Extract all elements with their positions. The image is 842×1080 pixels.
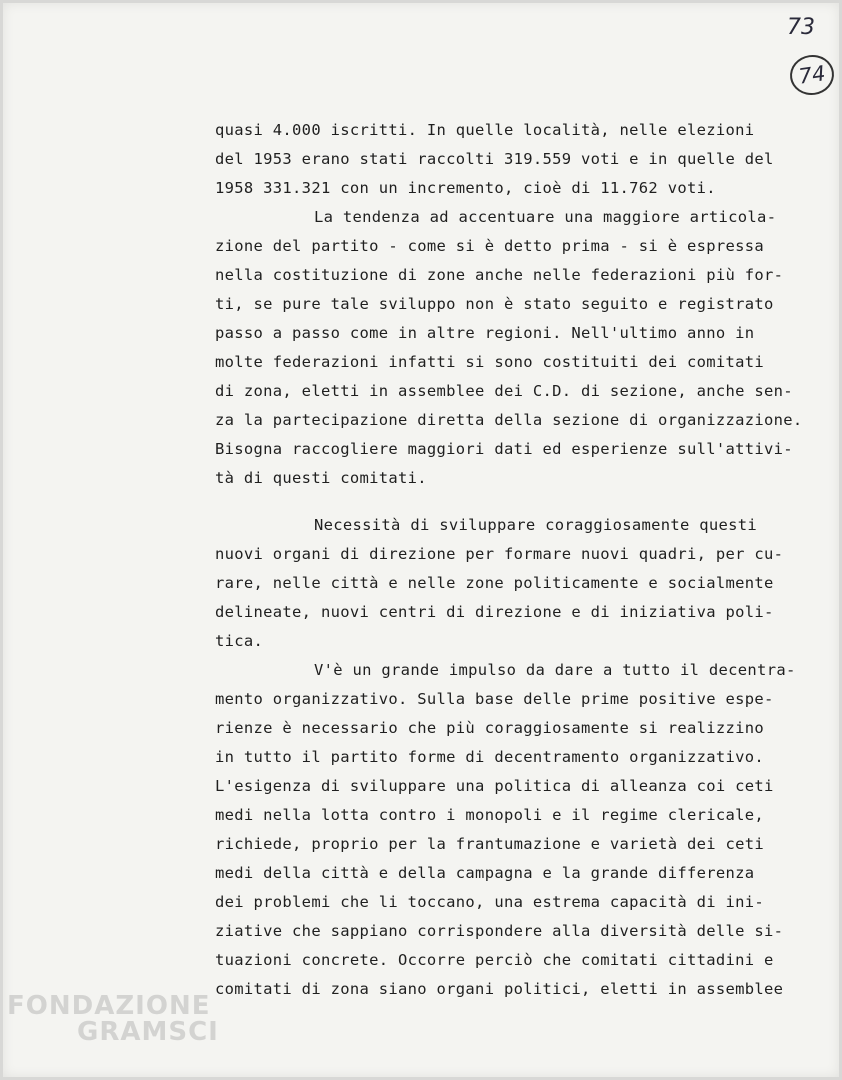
- text-line: La tendenza ad accentuare una maggiore articola-: [314, 208, 777, 226]
- text-line: Necessità di sviluppare coraggiosamente questi: [314, 516, 758, 534]
- page-number-circled: [787, 52, 836, 98]
- text-line: Bisogna raccogliere maggiori dati ed esperienze sull'attivi-: [215, 440, 793, 458]
- text-line: rare, nelle città e nelle zone politicamente e socialmente: [215, 574, 774, 592]
- text-line: tuazioni concrete. Occorre perciò che comitati cittadini e: [215, 951, 774, 969]
- text-line: ziative che sappiano corrispondere alla diversità delle si-: [215, 922, 784, 940]
- text-line: molte federazioni infatti si sono costituiti dei comitati: [215, 353, 765, 371]
- text-line: medi nella lotta contro i monopoli e il regime clericale,: [215, 806, 765, 824]
- text-line: in tutto il partito forme di decentramento organizzativo.: [215, 748, 765, 766]
- text-line: richiede, proprio per la frantumazione e varietà dei ceti: [215, 835, 765, 853]
- text-line: dei problemi che li toccano, una estrema capacità di ini-: [215, 893, 765, 911]
- text-line: rienze è necessario che più coraggiosamente si realizzino: [215, 719, 765, 737]
- text-line: quasi 4.000 iscritti. In quelle località, nelle elezioni: [215, 121, 755, 139]
- watermark-line-2: GRAMSCI: [77, 1017, 219, 1047]
- text-line: mento organizzativo. Sulla base delle prime positive espe-: [215, 690, 774, 708]
- text-line: del 1953 erano stati raccolti 319.559 voti e in quelle del: [215, 150, 774, 168]
- document-page: [3, 3, 839, 1077]
- circled-page-number-text: 74: [797, 61, 827, 89]
- text-line: delineate, nuovi centri di direzione e di iniziativa poli-: [215, 603, 774, 621]
- text-line: comitati di zona siano organi politici, eletti in assemblee: [215, 980, 784, 998]
- text-line: tà di questi comitati.: [215, 469, 427, 487]
- text-line: L'esigenza di sviluppare una politica di alleanza coi ceti: [215, 777, 774, 795]
- text-line: medi della città e della campagna e la grande differenza: [215, 864, 755, 882]
- text-line: V'è un grande impulso da dare a tutto il decentra-: [314, 661, 796, 679]
- text-line: zione del partito - come si è detto prima - si è espressa: [215, 237, 765, 255]
- watermark-line-1: FONDAZIONE: [7, 991, 211, 1021]
- page-number-handwritten: 73: [787, 15, 815, 40]
- text-line: nuovi organi di direzione per formare nuovi quadri, per cu-: [215, 545, 784, 563]
- text-line: 1958 331.321 con un incremento, cioè di 11.762 voti.: [215, 179, 716, 197]
- text-line: tica.: [215, 632, 264, 650]
- text-line: za la partecipazione diretta della sezione di organizzazione.: [215, 411, 803, 429]
- text-line: passo a passo come in altre regioni. Nell'ultimo anno in: [215, 324, 755, 342]
- text-line: di zona, eletti in assemblee dei C.D. di sezione, anche sen-: [215, 382, 793, 400]
- text-line: ti, se pure tale sviluppo non è stato seguito e registrato: [215, 295, 774, 313]
- text-line: nella costituzione di zone anche nelle federazioni più for-: [215, 266, 784, 284]
- archive-watermark: [7, 993, 219, 1045]
